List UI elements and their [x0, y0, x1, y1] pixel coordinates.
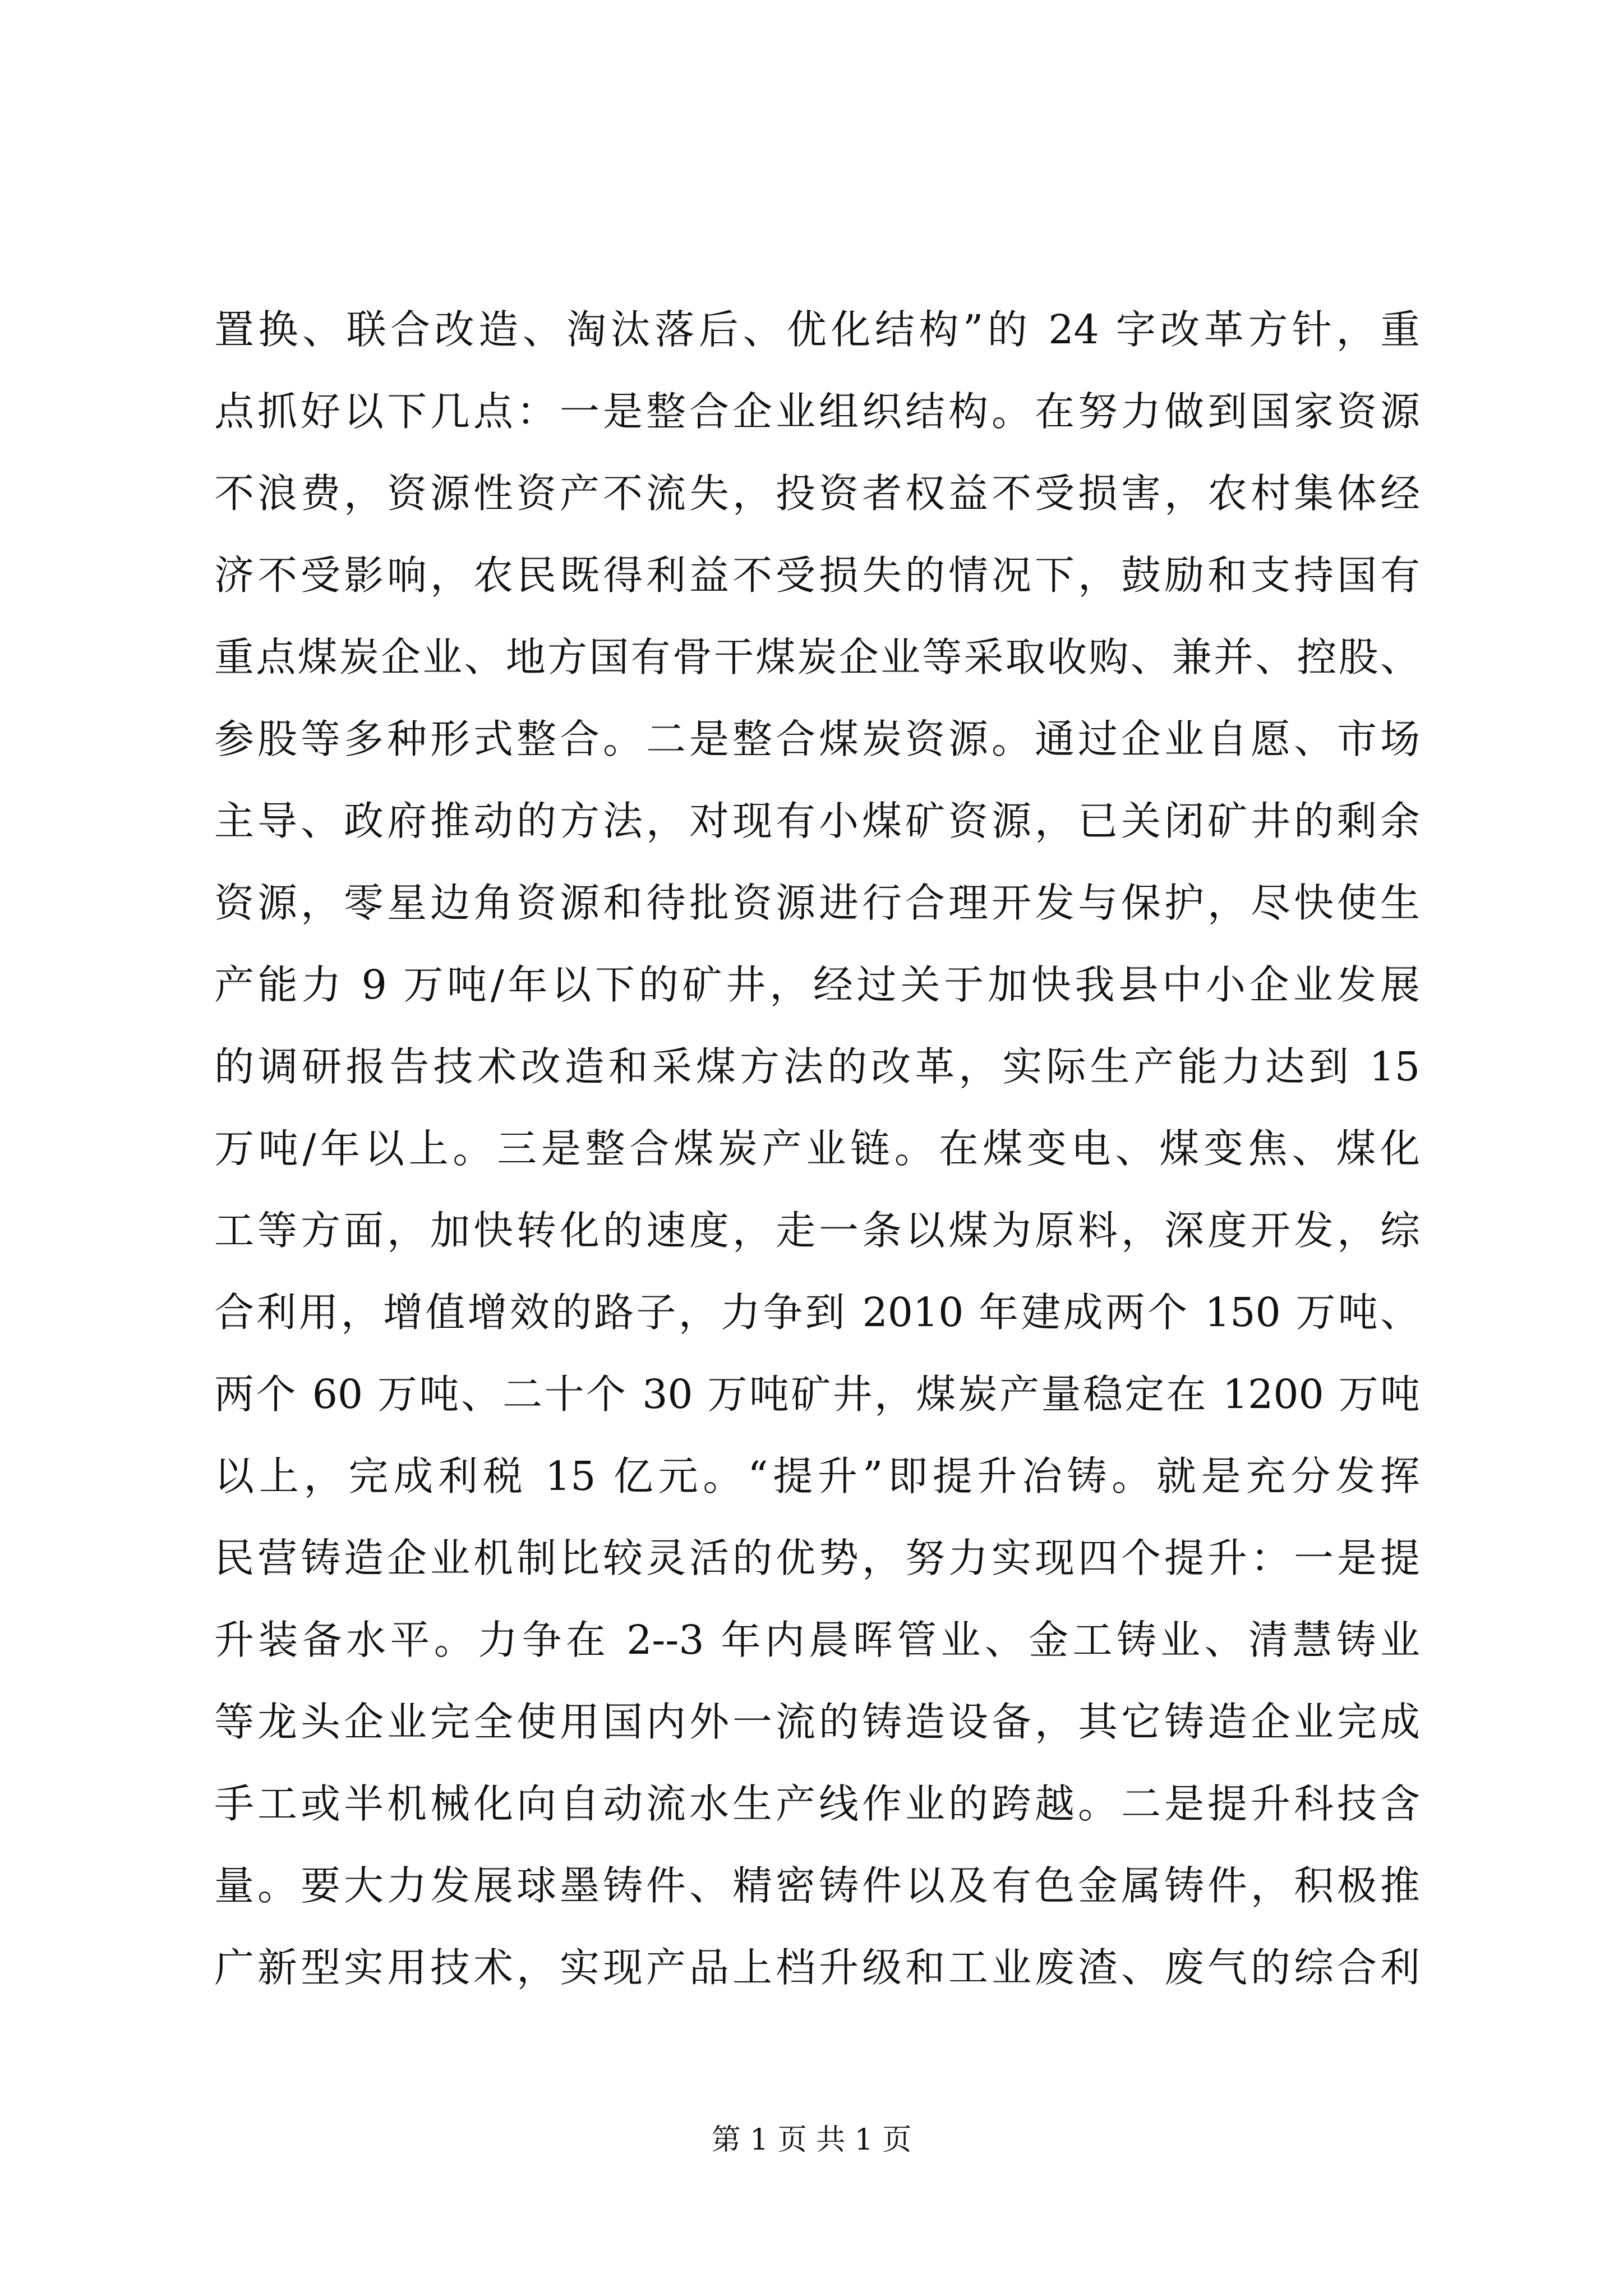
text-line: 济不受影响，农民既得利益不受损失的情况下，鼓励和支持国有 — [214, 552, 1420, 599]
text-line: 民营铸造企业机制比较灵活的优势，努力实现四个提升：一是提 — [214, 1535, 1420, 1581]
text-line: 量。要大力发展球墨铸件、精密铸件以及有色金属铸件，积极推 — [214, 1862, 1420, 1909]
text-line: 不浪费，资源性资产不流失，投资者权益不受损害，农村集体经 — [214, 470, 1420, 517]
text-line: 重点煤炭企业、地方国有骨干煤炭企业等采取收购、兼并、控股、 — [214, 634, 1420, 680]
text-line: 合利用，增值增效的路子，力争到 2010 年建成两个 150 万吨、 — [214, 1289, 1420, 1336]
text-line: 工等方面，加快转化的速度，走一条以煤为原料，深度开发，综 — [214, 1207, 1420, 1254]
text-line: 点抓好以下几点：一是整合企业组织结构。在努力做到国家资源 — [214, 388, 1420, 435]
text-line: 主导、政府推动的方法，对现有小煤矿资源，已关闭矿井的剩余 — [214, 798, 1420, 844]
text-line: 置换、联合改造、淘汰落后、优化结构”的 24 字改革方针，重 — [214, 306, 1420, 353]
text-line: 万吨/年以上。三是整合煤炭产业链。在煤变电、煤变焦、煤化 — [214, 1125, 1420, 1172]
text-line: 等龙头企业完全使用国内外一流的铸造设备，其它铸造企业完成 — [214, 1699, 1420, 1745]
body-text — [214, 289, 1420, 2009]
text-line: 以上，完成利税 15 亿元。“提升”即提升冶铸。就是充分发挥 — [214, 1453, 1420, 1499]
text-line: 广新型实用技术，实现产品上档升级和工业废渣、废气的综合利 — [214, 1944, 1420, 1991]
text-line: 两个 60 万吨、二十个 30 万吨矿井，煤炭产量稳定在 1200 万吨 — [214, 1371, 1420, 1418]
text-line: 升装备水平。力争在 2--3 年内晨晖管业、金工铸业、清慧铸业 — [214, 1617, 1420, 1663]
page-number-label: 第 1 页 共 1 页 — [711, 2123, 912, 2157]
page-footer — [0, 2120, 1623, 2160]
text-line: 产能力 9 万吨/年以下的矿井，经过关于加快我县中小企业发展 — [214, 961, 1420, 1008]
text-line: 资源，零星边角资源和待批资源进行合理开发与保护，尽快使生 — [214, 880, 1420, 926]
text-line: 参股等多种形式整合。二是整合煤炭资源。通过企业自愿、市场 — [214, 716, 1420, 762]
text-line: 的调研报告技术改造和采煤方法的改革，实际生产能力达到 15 — [214, 1043, 1420, 1090]
text-line: 手工或半机械化向自动流水生产线作业的跨越。二是提升科技含 — [214, 1780, 1420, 1827]
